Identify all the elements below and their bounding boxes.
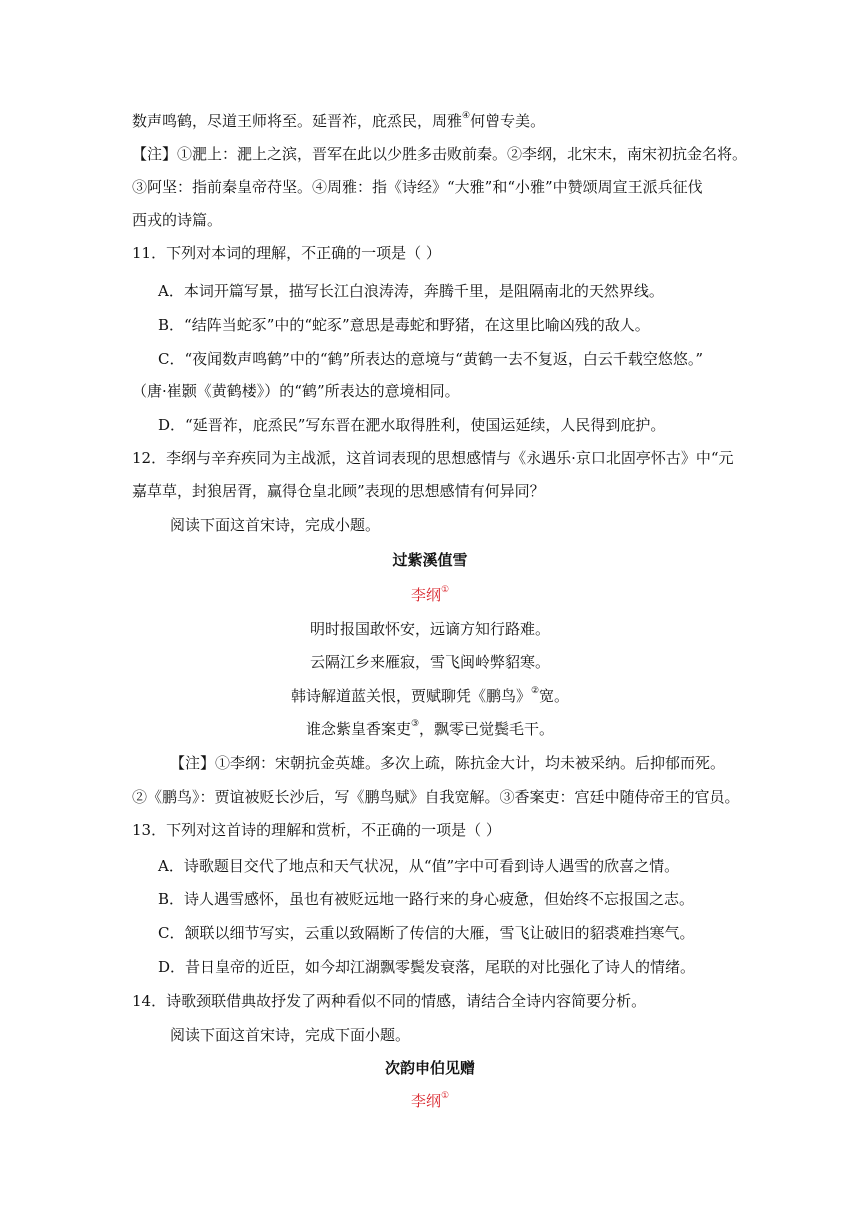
- option-d: D．“延晋祚，庇烝民”写东晋在淝水取得胜利，使国运延续，人民得到庇护。: [158, 416, 666, 434]
- question-11: 11．下列对本词的理解，不正确的一项是（ ）: [132, 244, 441, 262]
- option-c-continued: （唐·崔颢《黄鹤楼》）的“鹤”所表达的意境相同。: [132, 382, 460, 400]
- annotation-line: ③阿坚：指前秦皇帝苻坚。④周雅：指《诗经》“大雅”和“小雅”中赞颂周宣王派兵征伐: [132, 178, 703, 196]
- option-b: B．“结阵当蛇豕”中的“蛇豕”意思是毒蛇和野猪，在这里比喻凶残的敌人。: [158, 316, 650, 334]
- poem-line: 明时报国敢怀安，远谪方知行路难。: [309, 620, 550, 638]
- question-14: 14．诗歌颈联借典故抒发了两种看似不同的情感，请结合全诗内容简要分析。: [132, 992, 647, 1010]
- option-d: D．昔日皇帝的近臣，如今却江湖飘零鬓发衰落，尾联的对比强化了诗人的情绪。: [158, 958, 696, 976]
- annotation-line: ②《鹏鸟》：贾谊被贬长沙后，写《鹏鸟赋》自我宽解。③香案吏：宫廷中随侍帝王的官员。: [132, 788, 740, 806]
- poem-text-line: 数声鸣鹤，尽道王师将至。延晋祚，庇烝民，周雅④何曾专美。: [132, 111, 546, 130]
- poem-author: 李纲①: [410, 1091, 450, 1110]
- poem-title: 次韵申伯见赠: [384, 1059, 475, 1077]
- poem-line: 韩诗解道蓝关恨，贾赋聊凭《鹏鸟》②宽。: [290, 686, 570, 705]
- annotation-line: 【注】①李纲：宋朝抗金英雄。多次上疏，陈抗金大计，均未被采纳。后抑郁而死。: [170, 754, 726, 772]
- question-12-continued: 嘉草草，封狼居胥，赢得仓皇北顾”表现的思想感情有何异同？: [132, 482, 545, 500]
- question-13: 13．下列对这首诗的理解和赏析，不正确的一项是（ ）: [132, 821, 501, 839]
- annotation-line: 【注】①淝上：淝上之滨，晋军在此以少胜多击败前秦。②李纲，北宋末，南宋初抗金名将。: [132, 145, 748, 163]
- question-12: 12．李纲与辛弃疾同为主战派，这首词表现的思想感情与《永遇乐·京口北固亭怀古》中“元: [132, 449, 734, 467]
- poem-line: 谁念紫皇香案吏③，飘零已觉鬓毛干。: [305, 719, 555, 738]
- reading-instruction: 阅读下面这首宋诗，完成小题。: [170, 516, 381, 534]
- option-c: C．“夜闻数声鸣鹤”中的“鹤”所表达的意境与“黄鹤一去不复返，白云千载空悠悠。”: [158, 350, 703, 368]
- annotation-line: 西戎的诗篇。: [132, 211, 223, 229]
- option-b: B．诗人遇雪感怀，虽也有被贬远地一路行来的身心疲惫，但始终不忘报国之志。: [158, 890, 695, 908]
- poem-title: 过紫溪值雪: [392, 551, 468, 569]
- poem-author: 李纲①: [410, 585, 450, 604]
- option-c: C．颔联以细节写实，云重以致隔断了传信的大雁，雪飞让破旧的貂裘难挡寒气。: [158, 924, 695, 942]
- poem-line: 云隔江乡来雁寂，雪飞闽岭弊貂寒。: [309, 653, 550, 671]
- option-a: A．本词开篇写景，描写长江白浪涛涛，奔腾千里，是阻隔南北的天然界线。: [158, 282, 664, 300]
- reading-instruction: 阅读下面这首宋诗，完成下面小题。: [170, 1026, 411, 1044]
- option-a: A．诗歌题目交代了地点和天气状况，从“值”字中可看到诗人遇雪的欣喜之情。: [158, 857, 680, 875]
